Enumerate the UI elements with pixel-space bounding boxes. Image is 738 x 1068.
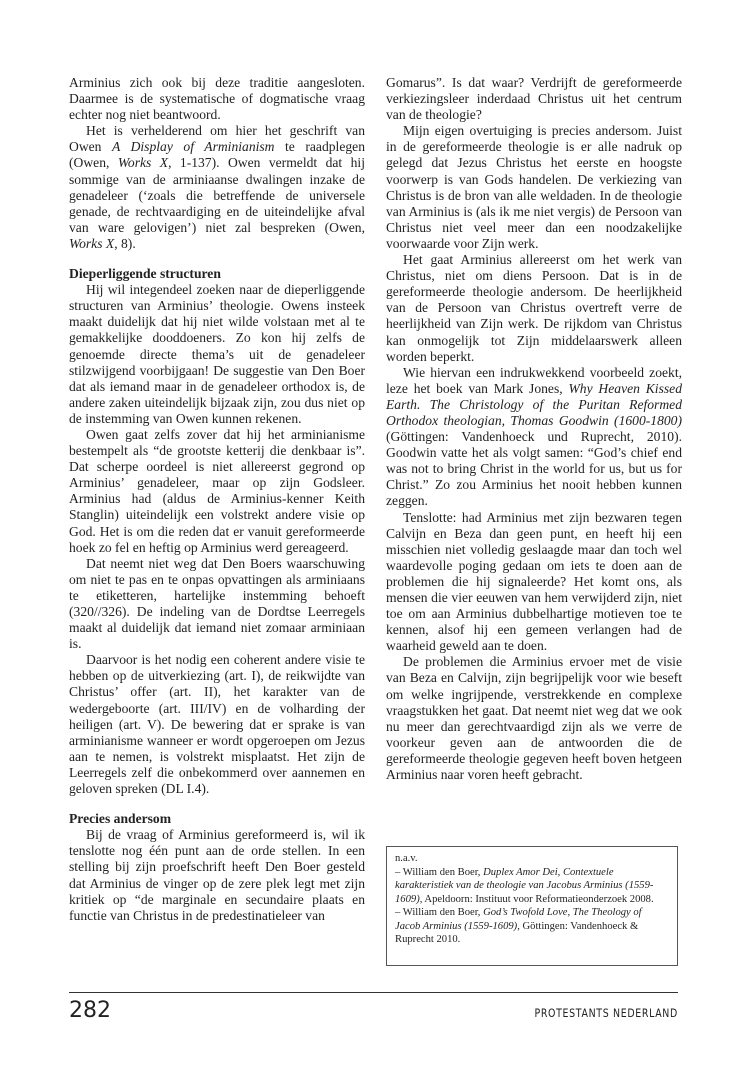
paragraph: Het is verhelderend om hier het geschrift van Owen A Display of Arminianism te raadplegen (Owen, Works X, 1-137). Owen vermeldt dat hij sommige van de arminiaanse dwalingen inzake de genadeleer (‘zoals die betreffende de universele genade, de rechtvaardiging en de uiteindelijke afval van ware gelovigen’) niet zal bespreken (Owen, Works X, 8).	[69, 123, 365, 251]
reference-item: – William den Boer, Duplex Amor Dei, Contextuele karakteristiek van de theologie van Jacobus Arminius (1559-1609), Apeldoorn: Instituut voor Reformatieonderzoek 2008.	[395, 866, 654, 905]
journal-name: PROTESTANTS NEDERLAND	[534, 1006, 678, 1020]
reference-box	[386, 846, 678, 966]
paragraph: Mijn eigen overtuiging is precies andersom. Juist in de gereformeerde theologie is er alle nadruk op gelegd dat Jezus Christus het eerste en hoogste voorwerp is van Gods handelen. De verkiezing van Christus is de bron van alle weldaden. In de theologie van Arminius is (als ik me niet vergis) de Persoon van Christus niet veel meer dan een noodzakelijke voorwaarde voor Zijn werk.	[386, 123, 682, 251]
paragraph: De problemen die Arminius ervoer met de visie van Beza en Calvijn, zijn begrijpelijk voor wie beseft om welke ingrijpende, verstrekkende en complexe vraagstukken het gaat. Dat neemt niet weg dat we ook nu meer dan gerechtvaardigd zijn als we verre de voorkeur geven aan de antwoorden die de gereformeerde theologie gegeven heeft boven hetgeen Arminius naar voren heeft gebracht.	[386, 654, 682, 783]
paragraph: Wie hiervan een indrukwekkend voorbeeld zoekt, leze het boek van Mark Jones, Why Heaven Kissed Earth. The Christology of the Puritan Reformed Orthodox theologian, Thomas Goodwin (1600-1800) (Göttingen: Vandenhoeck und Ruprecht, 2010). Goodwin vatte het als volgt samen: “God’s chief end was not to bring Christ in the world for us, but us for Christ.” Zo zou Arminius het nooit hebben kunnen zeggen.	[386, 364, 682, 509]
paragraph: Hij wil integendeel zoeken naar de dieperliggende structuren van Arminius’ theologie. Owens insteek maakt duidelijk dat hij niet wilde volstaan met al te gemakkelijke dooddoeners. Zo kon hij zelfs de genoemde directe thema’s uit de genadeleer stilzwijgend voorbijgaan! De suggestie van Den Boer dat als iemand maar in de genadeleer orthodox is, de andere zaken uiteindelijk bijzaak zijn, zou dus niet op de instemming van Owen kunnen rekenen.	[69, 282, 365, 426]
footer-rule	[69, 992, 678, 993]
section-heading: Precies andersom	[69, 811, 172, 827]
paragraph: Dat neemt niet weg dat Den Boers waarschuwing om niet te pas en te onpas opvattingen als arminiaans te etiketteren, hartelijke instemming behoeft (320//326). De indeling van de Dordtse Leerregels maakt al duidelijk dat iemand niet zomaar arminiaan is.	[69, 555, 365, 652]
reference-item: – William den Boer, God’s Twofold Love, The Theology of Jacob Arminius (1559-1609), Göttingen: Vandenhoeck & Ruprecht 2010.	[395, 907, 642, 945]
paragraph: Tenslotte: had Arminius met zijn bezwaren tegen Calvijn en Beza dan geen punt, en heeft hij een misschien niet volledig geslaagde maar dan toch wel waardevolle poging gedaan om iets te doen aan de problemen die hij signaleerde? Het komt ons, als mensen die vier eeuwen van hem verwijderd zijn, niet toe om aan Arminius dubbelhartige motieven toe te kennen, alsof hij een gemeen verlangen had de waarheid geweld aan te doen.	[386, 509, 682, 654]
paragraph: Daarvoor is het nodig een coherent andere visie te hebben op de uitverkiezing (art. I), de reikwijdte van Christus’ offer (art. II), het karakter van de wedergeboorte (art. III/IV) en de volharding der heiligen (art. V). De bewering dat er sprake is van arminianisme wanneer er wordt opgeroepen om Jezus aan te nemen, is volstrekt misplaatst. Het zijn de Leerregels zelf die onbekommerd over aannemen en geloven spreken (DL I.4).	[69, 652, 365, 797]
paragraph: Het gaat Arminius allereerst om het werk van Christus, niet om diens Persoon. Dat is in de gereformeerde theologie andersom. De heerlijkheid van de Persoon van Christus overtreft verre de heerlijkheid van Zijn werk. De rijkdom van Christus kan onmogelijk tot Zijn middelaarswerk alleen worden beperkt.	[386, 252, 682, 364]
left-column	[69, 75, 365, 924]
paragraph: Bij de vraag of Arminius gereformeerd is, wil ik tenslotte nog één punt aan de orde stellen. In een stelling bij zijn proefschrift heeft Den Boer gesteld dat Arminius de vinger op de zere plek legt met zijn kritiek op “de marginale en secundaire plaats en functie van Christus in de predestinatieleer van	[69, 827, 365, 923]
paragraph: Arminius zich ook bij deze traditie aangesloten. Daarmee is de systematische of dogmatische vraag echter nog niet beantwoord.	[69, 75, 365, 123]
right-column	[386, 75, 682, 783]
reference-label: n.a.v.	[395, 853, 418, 864]
paragraph: Owen gaat zelfs zover dat hij het arminianisme bestempelt als “de grootste ketterij die denkbaar is”. Dat scherpe oordeel is niet allereerst gegrond op Arminius’ genadeleer, maar op zijn Godsleer. Arminius had (aldus de Arminius-kenner Keith Stanglin) uiteindelijk een volstrekt andere visie op God. Het is om die reden dat er vanuit gereformeerde hoek zo fel en heftig op Arminius werd gereageerd.	[69, 426, 365, 555]
paragraph: Gomarus”. Is dat waar? Verdrijft de gereformeerde verkiezingsleer inderdaad Christus uit het centrum van de theologie?	[386, 75, 682, 123]
page-number: 282	[69, 998, 111, 1023]
section-heading: Dieperliggende structuren	[69, 266, 221, 282]
